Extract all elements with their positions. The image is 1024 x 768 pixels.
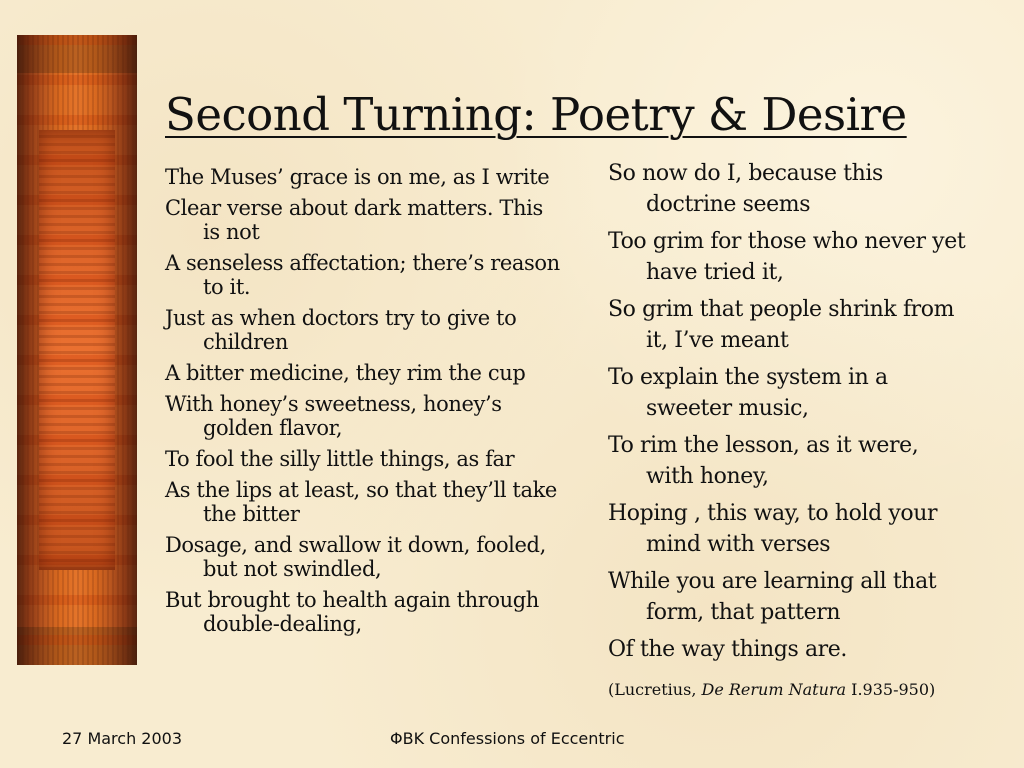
footer-date: 27 March 2003 xyxy=(62,729,183,748)
poem-line: Clear verse about dark matters. This is not xyxy=(165,196,543,244)
poem-line: To explain the system in a sweeter music, xyxy=(608,365,888,421)
poem-line: A senseless affectation; there’s reason to it. xyxy=(165,251,560,299)
poem-line: Just as when doctors try to give to children xyxy=(165,306,517,354)
poem-line: The Muses’ grace is on me, as I write xyxy=(165,165,550,189)
poem-line: To rim the lesson, as it were, with honey, xyxy=(608,433,919,489)
poem-line: But brought to health again through double-dealing, xyxy=(165,588,539,636)
citation xyxy=(608,680,986,700)
citation-prefix: (Lucretius, xyxy=(608,680,702,699)
poem-line: A bitter medicine, they rim the cup xyxy=(165,361,526,385)
poem-line: Too grim for those who never yet have tried it, xyxy=(608,229,966,285)
poem-line: To fool the silly little things, as far xyxy=(165,447,515,471)
footer-title: ΦΒΚ Confessions of Eccentric xyxy=(390,729,625,748)
poem-line: With honey’s sweetness, honey’s golden flavor, xyxy=(165,392,502,440)
slide-title: Second Turning: Poetry & Desire xyxy=(165,88,907,141)
poem-right-column xyxy=(608,158,968,671)
poem-line: Dosage, and swallow it down, fooled, but not swindled, xyxy=(165,533,546,581)
poem-line: Of the way things are. xyxy=(608,637,847,662)
poem-line: Hoping , this way, to hold your mind with verses xyxy=(608,501,938,557)
poem-line: So grim that people shrink from it, I’ve meant xyxy=(608,297,955,353)
poem-left-column xyxy=(165,165,560,643)
poem-line: So now do I, because this doctrine seems xyxy=(608,161,883,217)
decorative-tapestry-image xyxy=(17,35,137,665)
poem-line: As the lips at least, so that they’ll take the bitter xyxy=(165,478,557,526)
citation-suffix: I.935-950) xyxy=(846,680,936,699)
poem-line: While you are learning all that form, that pattern xyxy=(608,569,937,625)
citation-work-title: De Rerum Natura xyxy=(701,680,847,699)
